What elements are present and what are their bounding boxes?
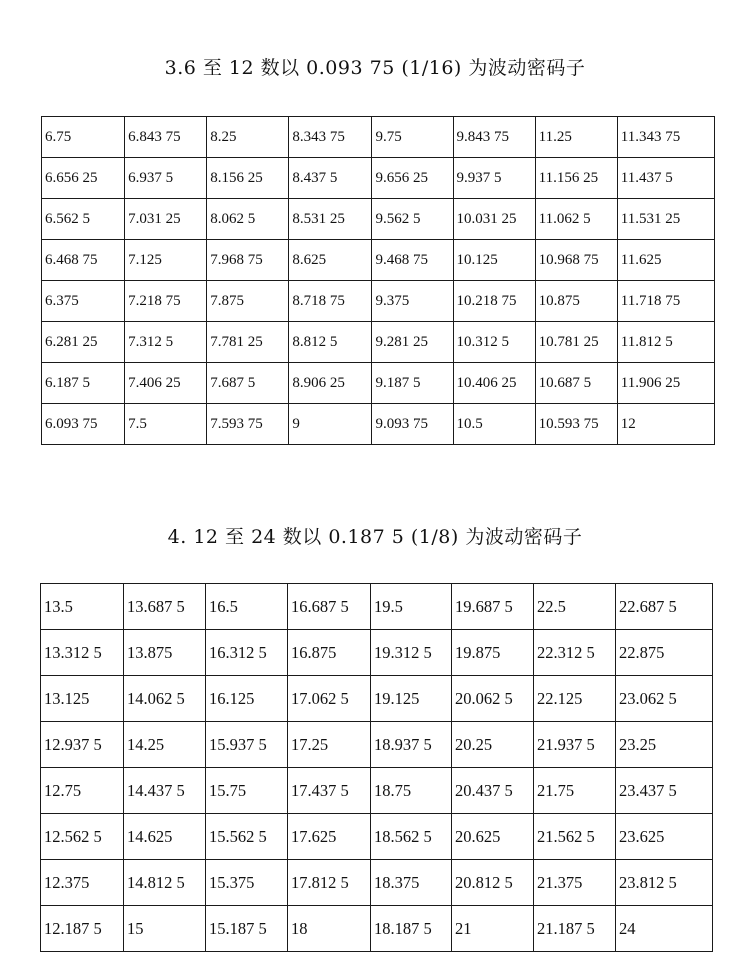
table-cell: 10.218 75 <box>453 281 535 322</box>
table-row <box>42 281 715 322</box>
table-cell: 10.687 5 <box>535 363 617 404</box>
table-row <box>41 722 713 768</box>
table-cell: 17.062 5 <box>288 676 371 722</box>
table-cell: 9.656 25 <box>372 158 453 199</box>
table-cell: 10.406 25 <box>453 363 535 404</box>
table-cell: 19.125 <box>371 676 452 722</box>
table-cell: 6.468 75 <box>42 240 125 281</box>
table-cell: 7.406 25 <box>125 363 207 404</box>
table-cell: 12.75 <box>41 768 124 814</box>
table-cell: 10.031 25 <box>453 199 535 240</box>
table-cell: 21.937 5 <box>534 722 616 768</box>
table-cell: 11.531 25 <box>617 199 714 240</box>
table-cell: 7.031 25 <box>125 199 207 240</box>
table-row <box>42 240 715 281</box>
table-cell: 24 <box>616 906 713 952</box>
table-cell: 13.687 5 <box>124 584 206 630</box>
table-cell: 12.375 <box>41 860 124 906</box>
table-cell: 9 <box>289 404 372 445</box>
table-cell: 23.625 <box>616 814 713 860</box>
table-cell: 10.5 <box>453 404 535 445</box>
table-cell: 21.375 <box>534 860 616 906</box>
table-cell: 13.125 <box>41 676 124 722</box>
table-cell: 13.5 <box>41 584 124 630</box>
table-cell: 6.187 5 <box>42 363 125 404</box>
table-cell: 18.375 <box>371 860 452 906</box>
table-cell: 7.968 75 <box>207 240 289 281</box>
table-cell: 22.687 5 <box>616 584 713 630</box>
table-cell: 14.625 <box>124 814 206 860</box>
table-cell: 6.281 25 <box>42 322 125 363</box>
table-cell: 8.437 5 <box>289 158 372 199</box>
table-cell: 9.093 75 <box>372 404 453 445</box>
table-cell: 15.562 5 <box>206 814 288 860</box>
table-cell: 22.875 <box>616 630 713 676</box>
table-cell: 11.625 <box>617 240 714 281</box>
table-cell: 11.718 75 <box>617 281 714 322</box>
table-cell: 11.25 <box>535 117 617 158</box>
table-cell: 14.062 5 <box>124 676 206 722</box>
table-row <box>42 322 715 363</box>
table-cell: 8.156 25 <box>207 158 289 199</box>
table-cell: 7.593 75 <box>207 404 289 445</box>
table-cell: 8.812 5 <box>289 322 372 363</box>
table-cell: 7.875 <box>207 281 289 322</box>
table-cell: 15.187 5 <box>206 906 288 952</box>
table-cell: 11.062 5 <box>535 199 617 240</box>
table-cell: 17.625 <box>288 814 371 860</box>
table-cell: 20.25 <box>452 722 534 768</box>
table-cell: 7.312 5 <box>125 322 207 363</box>
table-cell: 6.375 <box>42 281 125 322</box>
table-cell: 16.125 <box>206 676 288 722</box>
table-cell: 17.25 <box>288 722 371 768</box>
table-cell: 18.937 5 <box>371 722 452 768</box>
table-cell: 18.187 5 <box>371 906 452 952</box>
table-cell: 16.312 5 <box>206 630 288 676</box>
table-cell: 11.812 5 <box>617 322 714 363</box>
table-row <box>41 630 713 676</box>
table-cell: 19.875 <box>452 630 534 676</box>
table-cell: 20.625 <box>452 814 534 860</box>
table-row <box>41 860 713 906</box>
table-cell: 14.437 5 <box>124 768 206 814</box>
table-cell: 8.062 5 <box>207 199 289 240</box>
table-cell: 18.75 <box>371 768 452 814</box>
table-cell: 12.562 5 <box>41 814 124 860</box>
table-cell: 8.718 75 <box>289 281 372 322</box>
table-cell: 12 <box>617 404 714 445</box>
table-cell: 9.75 <box>372 117 453 158</box>
table-row <box>41 814 713 860</box>
table-cell: 7.125 <box>125 240 207 281</box>
table-row <box>42 363 715 404</box>
table-cell: 22.5 <box>534 584 616 630</box>
table-cell: 11.906 25 <box>617 363 714 404</box>
table-cell: 9.562 5 <box>372 199 453 240</box>
table-cell: 13.875 <box>124 630 206 676</box>
table-cell: 16.875 <box>288 630 371 676</box>
table-cell: 6.937 5 <box>125 158 207 199</box>
table-row <box>42 117 715 158</box>
table-row <box>41 768 713 814</box>
table-cell: 21.562 5 <box>534 814 616 860</box>
table-cell: 23.062 5 <box>616 676 713 722</box>
table-cell: 6.75 <box>42 117 125 158</box>
table-cell: 10.781 25 <box>535 322 617 363</box>
table-cell: 16.5 <box>206 584 288 630</box>
table-row <box>42 158 715 199</box>
codon-table-2 <box>40 583 713 952</box>
table-cell: 21 <box>452 906 534 952</box>
table-cell: 19.312 5 <box>371 630 452 676</box>
codon-table-1 <box>41 116 715 445</box>
table-cell: 22.312 5 <box>534 630 616 676</box>
table-cell: 9.468 75 <box>372 240 453 281</box>
section-title-2: 4. 12 至 24 数以 0.187 5 (1/8) 为波动密码子 <box>167 526 583 548</box>
table-cell: 6.093 75 <box>42 404 125 445</box>
table-cell: 14.812 5 <box>124 860 206 906</box>
table-cell: 10.968 75 <box>535 240 617 281</box>
table-cell: 8.343 75 <box>289 117 372 158</box>
table-cell: 20.812 5 <box>452 860 534 906</box>
table-cell: 23.437 5 <box>616 768 713 814</box>
table-cell: 10.312 5 <box>453 322 535 363</box>
table-cell: 11.343 75 <box>617 117 714 158</box>
table-cell: 16.687 5 <box>288 584 371 630</box>
table-row <box>42 404 715 445</box>
table-cell: 10.593 75 <box>535 404 617 445</box>
table-cell: 10.125 <box>453 240 535 281</box>
table-cell: 17.437 5 <box>288 768 371 814</box>
table-cell: 6.843 75 <box>125 117 207 158</box>
table-cell: 11.437 5 <box>617 158 714 199</box>
table-cell: 23.25 <box>616 722 713 768</box>
table-cell: 21.187 5 <box>534 906 616 952</box>
table-cell: 10.875 <box>535 281 617 322</box>
table-cell: 7.687 5 <box>207 363 289 404</box>
table-cell: 13.312 5 <box>41 630 124 676</box>
table-cell: 22.125 <box>534 676 616 722</box>
table-cell: 11.156 25 <box>535 158 617 199</box>
table-cell: 14.25 <box>124 722 206 768</box>
table-cell: 23.812 5 <box>616 860 713 906</box>
table-cell: 9.187 5 <box>372 363 453 404</box>
table-cell: 15 <box>124 906 206 952</box>
table-cell: 20.062 5 <box>452 676 534 722</box>
table-cell: 19.5 <box>371 584 452 630</box>
table-cell: 7.781 25 <box>207 322 289 363</box>
table-row <box>42 199 715 240</box>
table-cell: 18 <box>288 906 371 952</box>
table-row <box>41 676 713 722</box>
table-cell: 6.562 5 <box>42 199 125 240</box>
table-cell: 18.562 5 <box>371 814 452 860</box>
table-row <box>41 584 713 630</box>
table-cell: 8.531 25 <box>289 199 372 240</box>
table-cell: 9.937 5 <box>453 158 535 199</box>
table-cell: 12.187 5 <box>41 906 124 952</box>
table-cell: 6.656 25 <box>42 158 125 199</box>
table-cell: 12.937 5 <box>41 722 124 768</box>
table-cell: 9.375 <box>372 281 453 322</box>
table-cell: 15.375 <box>206 860 288 906</box>
table-cell: 8.25 <box>207 117 289 158</box>
table-cell: 20.437 5 <box>452 768 534 814</box>
table-cell: 7.5 <box>125 404 207 445</box>
table-cell: 9.281 25 <box>372 322 453 363</box>
table-cell: 21.75 <box>534 768 616 814</box>
table-cell: 19.687 5 <box>452 584 534 630</box>
table-cell: 7.218 75 <box>125 281 207 322</box>
table-cell: 9.843 75 <box>453 117 535 158</box>
table-cell: 15.937 5 <box>206 722 288 768</box>
table-cell: 8.906 25 <box>289 363 372 404</box>
table-cell: 15.75 <box>206 768 288 814</box>
table-row <box>41 906 713 952</box>
table-cell: 17.812 5 <box>288 860 371 906</box>
section-title-1: 3.6 至 12 数以 0.093 75 (1/16) 为波动密码子 <box>164 57 586 79</box>
table-cell: 8.625 <box>289 240 372 281</box>
